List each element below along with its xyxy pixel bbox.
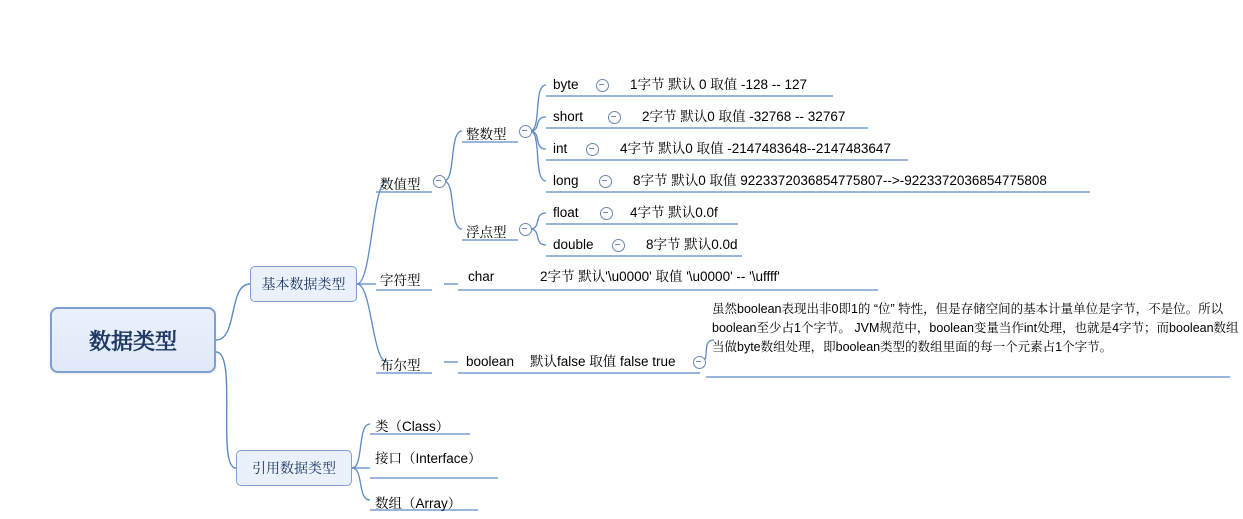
type-short-detail: 2字节 默认0 取值 -32768 -- 32767 xyxy=(642,109,846,124)
collapse-float-type-icon[interactable] xyxy=(600,207,613,220)
boolean-note: 虽然boolean表现出非0即1的 “位” 特性，但是存储空间的基本计量单位是字节，不是位。所以boolean至少占1个字节。 JVM规范中，boolean变量当作int处理，也就是4字节；而boolean数组当做byte数组处理，即boolean类型的数组里面的每一个元素占1个字节。 xyxy=(712,302,1239,354)
category-integer-label: 整数型 xyxy=(466,127,507,142)
root-node[interactable] xyxy=(50,307,216,373)
collapse-boolean-icon[interactable] xyxy=(693,356,706,369)
branch-reference-types-label: 引用数据类型 xyxy=(252,460,336,476)
reference-type-interface[interactable]: 接口（Interface） xyxy=(375,451,482,466)
collapse-int-icon[interactable] xyxy=(586,143,599,156)
type-short-name: short xyxy=(553,109,584,124)
collapse-double-icon[interactable] xyxy=(612,239,625,252)
branch-primitive-types-label: 基本数据类型 xyxy=(261,276,346,292)
category-float-label: 浮点型 xyxy=(466,225,507,240)
type-float-detail: 4字节 默认0.0f xyxy=(630,205,718,220)
type-long-name: long xyxy=(553,173,579,188)
branch-primitive-types[interactable] xyxy=(250,266,357,302)
collapse-float-icon[interactable] xyxy=(519,223,532,236)
type-boolean-detail: 默认false 取值 false true xyxy=(530,354,676,369)
type-boolean-name: boolean xyxy=(466,354,515,369)
reference-type-array[interactable]: 数组（Array） xyxy=(375,496,462,511)
type-byte-detail: 1字节 默认 0 取值 -128 -- 127 xyxy=(630,77,808,92)
type-char-name: char xyxy=(468,269,495,284)
reference-type-class[interactable]: 类（Class） xyxy=(375,419,450,434)
collapse-short-icon[interactable] xyxy=(608,111,621,124)
type-float-name: float xyxy=(553,205,579,220)
type-int-name: int xyxy=(553,141,568,156)
type-int-detail: 4字节 默认0 取值 -2147483648--2147483647 xyxy=(620,141,891,156)
collapse-long-icon[interactable] xyxy=(599,175,612,188)
root-label: 数据类型 xyxy=(88,328,177,354)
collapse-byte-icon[interactable] xyxy=(596,79,609,92)
type-double-detail: 8字节 默认0.0d xyxy=(646,237,738,252)
category-numeric-label: 数值型 xyxy=(380,177,421,192)
collapse-numeric-icon[interactable] xyxy=(433,175,446,188)
type-byte-name: byte xyxy=(553,77,579,92)
type-long-detail: 8字节 默认0 取值 9223372036854775807-->-9223372036854775808 xyxy=(633,173,1047,188)
collapse-integer-icon[interactable] xyxy=(519,125,532,138)
branch-reference-types[interactable] xyxy=(236,450,352,486)
category-char-label: 字符型 xyxy=(380,273,421,288)
type-char-detail: 2字节 默认'\u0000' 取值 '\u0000' -- '\uffff' xyxy=(540,269,780,284)
type-double-name: double xyxy=(553,237,594,252)
category-boolean-label: 布尔型 xyxy=(380,358,421,373)
